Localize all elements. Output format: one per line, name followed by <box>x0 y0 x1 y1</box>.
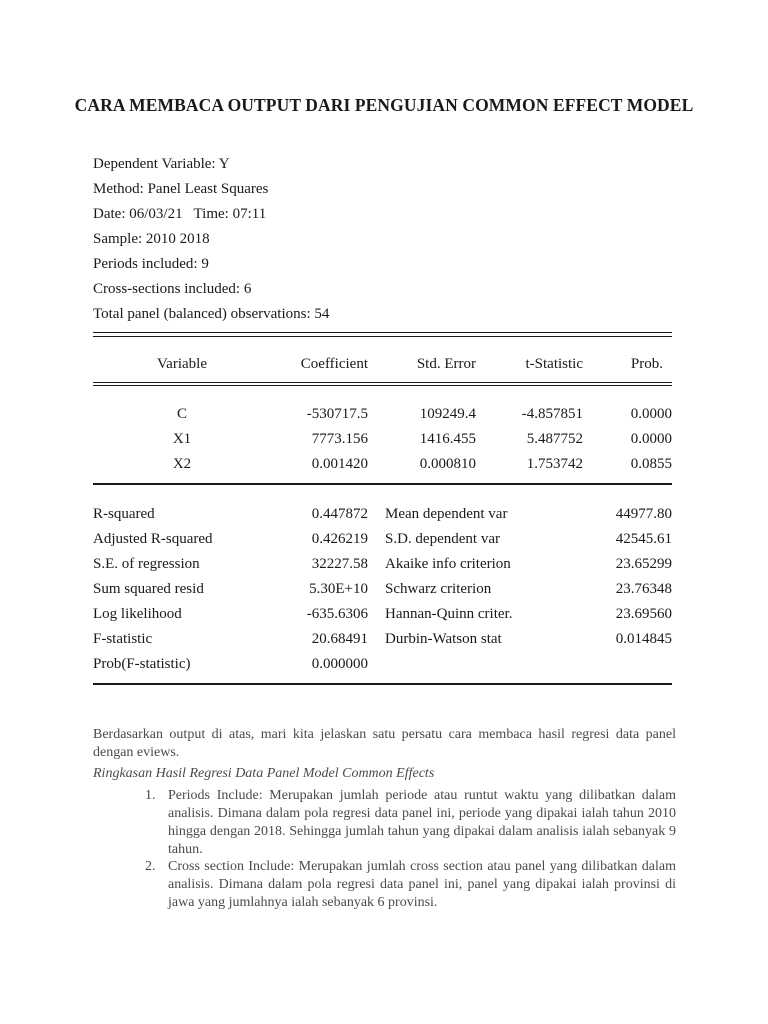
stat-label: Prob(F-statistic) <box>93 656 191 672</box>
regression-metadata <box>93 152 329 327</box>
stat-label: F-statistic <box>93 631 153 647</box>
stat-label-right: Akaike info criterion <box>385 556 511 572</box>
list-number: 2. <box>145 859 156 874</box>
list-text: Cross section Include: Merupakan jumlah cross section atau panel yang dilibatkan dalam analisis. Dimana dalam pola regresi data panel ini, panel yang dipakai ialah provinsi di jawa yang jumlahnya ialah sebanyak 6 provinsi. <box>168 859 676 910</box>
meta-sample: Sample: 2010 2018 <box>93 231 210 247</box>
header-t-statistic: t-Statistic <box>525 356 583 372</box>
stat-value-right: 44977.80 <box>615 506 672 522</box>
meta-cross-sections: Cross-sections included: 6 <box>93 281 252 297</box>
stat-label-right: Hannan-Quinn criter. <box>385 606 513 622</box>
row-prob: 0.0000 <box>630 431 672 447</box>
stat-value: -635.6306 <box>306 606 368 622</box>
row-std-error: 1416.455 <box>419 431 476 447</box>
header-variable: Variable <box>157 356 207 372</box>
stat-value: 5.30E+10 <box>309 581 368 597</box>
meta-dependent-variable: Dependent Variable: Y <box>93 156 230 172</box>
row-t-statistic: 1.753742 <box>526 456 583 472</box>
stat-value: 32227.58 <box>311 556 368 572</box>
stat-label-right: Schwarz criterion <box>385 581 492 597</box>
stat-value: 20.68491 <box>311 631 368 647</box>
row-prob: 0.0855 <box>630 456 672 472</box>
row-std-error: 109249.4 <box>419 406 476 422</box>
header-prob: Prob. <box>630 356 663 372</box>
header-coefficient: Coefficient <box>300 356 368 372</box>
row-std-error: 0.000810 <box>419 456 476 472</box>
stat-label: Sum squared resid <box>93 581 204 597</box>
stat-value-right: 23.65299 <box>615 556 672 572</box>
row-variable: X1 <box>172 431 192 447</box>
row-variable: C <box>176 406 187 422</box>
meta-date-time: Date: 06/03/21 Time: 07:11 <box>93 206 267 222</box>
stat-label: S.E. of regression <box>93 556 200 572</box>
page-title: CARA MEMBACA OUTPUT DARI PENGUJIAN COMMON EFFECT MODEL <box>74 95 694 115</box>
stat-label: R-squared <box>93 506 155 522</box>
row-coefficient: 7773.156 <box>311 431 368 447</box>
stat-value-right: 42545.61 <box>615 531 672 547</box>
stat-value: 0.447872 <box>311 506 368 522</box>
stat-label-right: Durbin-Watson stat <box>385 631 502 647</box>
stat-label-right: Mean dependent var <box>385 506 508 522</box>
stat-value: 0.000000 <box>311 656 368 672</box>
header-bottom-rule-2 <box>93 385 672 386</box>
coef-bottom-rule <box>93 483 672 485</box>
section-subheading: Ringkasan Hasil Regresi Data Panel Model Common Effects <box>93 766 435 781</box>
list-number: 1. <box>145 788 156 803</box>
row-variable: X2 <box>172 456 192 472</box>
meta-method: Method: Panel Least Squares <box>93 181 269 197</box>
stat-label-right: S.D. dependent var <box>385 531 500 547</box>
row-t-statistic: 5.487752 <box>526 431 583 447</box>
intro-paragraph: Berdasarkan output di atas, mari kita jelaskan satu persatu cara membaca hasil regresi data panel dengan eviews. <box>93 727 676 760</box>
table-top-rule <box>93 332 672 333</box>
stat-value: 0.426219 <box>311 531 368 547</box>
meta-periods: Periods included: 9 <box>93 256 209 272</box>
stat-label: Adjusted R-squared <box>93 531 213 547</box>
row-t-statistic: -4.857851 <box>521 406 583 422</box>
stat-value-right: 23.69560 <box>615 606 672 622</box>
meta-observations: Total panel (balanced) observations: 54 <box>93 306 330 322</box>
list-text: Periods Include: Merupakan jumlah periode atau runtut waktu yang dilibatkan dalam analisis. Dimana dalam pola regresi data panel ini, periode yang dipakai ialah tahun 2010 hingga dengan 2018. Sehingga jumlah tahun yang dipakai dalam analisis ialah sebanyak 9 tahun. <box>168 788 676 857</box>
header-bottom-rule <box>93 382 672 383</box>
header-std-error: Std. Error <box>416 356 476 372</box>
row-prob: 0.0000 <box>630 406 672 422</box>
stats-bottom-rule <box>93 683 672 685</box>
stat-value-right: 23.76348 <box>615 581 672 597</box>
row-coefficient: 0.001420 <box>311 456 368 472</box>
row-coefficient: -530717.5 <box>306 406 368 422</box>
table-top-rule-2 <box>93 336 672 337</box>
stat-value-right: 0.014845 <box>615 631 672 647</box>
stat-label: Log likelihood <box>93 606 182 622</box>
